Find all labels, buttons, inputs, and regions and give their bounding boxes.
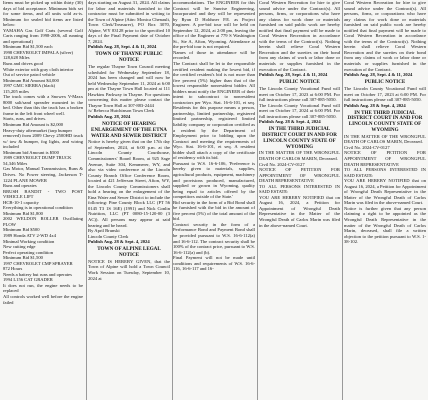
- notice-paragraph: 1989 Honda ATV 2-WD 4x4: [3, 232, 56, 238]
- notice-paragraph: NOTICE OF PETITION FOR APPOINTMENT OF WRONGFUL DEATH REPRESENTATIVE: [344, 150, 426, 167]
- notice-paragraph: It does not run, the engine needs to be replaced: [3, 282, 83, 294]
- notice-paragraph: IN THE MATTER OF THE WRONGFUL DEATH OF CARLOS MARIN, Deceased.: [259, 150, 340, 162]
- notice-paragraph: Contract security in the form of a Performance Bond and Payment Bond shall be provided pursuant to W.S. 16-6-112(a) and 16-6-112. The contract security shall be 100% of the contract price, pursuant to W.S. 16-6-112(a) and (b).: [173, 221, 255, 255]
- notice-paragraph: Runs and drives good: [3, 61, 43, 67]
- notice-paragraph: New cutting edge: [3, 244, 36, 250]
- notice-paragraph: By April Brunski: [88, 228, 120, 234]
- notice-heading: IN THE THIRD JUDICIAL DISTRICT COURT IN AND FOR LINCOLN COUNTY STATE OF WYOMING: [262, 126, 337, 150]
- notice-paragraph: removed) from 2009 Chevy 2500HD truck w/ tow & bumper, fog lights, and wiring included: [3, 133, 83, 150]
- notice-heading: IN THE THIRD JUDICIAL DISTRICT COURT IN AND FOR LINCOLN COUNTY STATE OF WYOMING: [347, 109, 423, 134]
- column-divider: [86, 0, 87, 400]
- column-1: [3, 0, 83, 400]
- notice-paragraph: Minimum Bid $1,800: [3, 210, 43, 216]
- notice-paragraph: White exterior with gray cloth interior: [3, 66, 74, 72]
- notice-paragraph: 128,628 Miles: [3, 55, 30, 61]
- notice-paragraph: 1994 L156 CAT GRADER: [3, 277, 53, 283]
- notice-heading: NOTICE OF HEARING ENLARGEMENT OF THE ETNA WATER AND SEWER DISTRICT: [91, 120, 167, 139]
- notice-paragraph: TO ALL PERSONS INTERESTED IN SAID ESTATE:: [344, 167, 426, 178]
- notice-paragraph: Items must be picked up within thirty (30) days of bid acceptance. Minimum bids set for some items, and all units sold as-is. Minimum for sealed bid items are listed below:: [3, 0, 83, 28]
- notice-heading: TOWN OF ALPINE LEGAL NOTICE: [97, 246, 161, 259]
- column-5: [344, 0, 426, 400]
- publish-dates: Publish Aug. 28, Sept. 4 & 11, 2024: [88, 44, 157, 50]
- column-2: [88, 0, 170, 400]
- notice-paragraph: Runs and operates: [3, 183, 37, 189]
- notice-paragraph: Coral Western Recreation for hire to give sound advice under the Contract(s). All persons, firms, or corporations who have any claims for work done or materials furnished on said public work are hereby notified that final payment will be made to Coral Western Recreation in accordance with the terms of the Contract(s). Nothing herein shall relieve Coral Western Recreation and the sureties on their bond from any claims of work or labor done or materials or supplies furnished in the execution of the Contract.: [344, 0, 426, 72]
- publish-dates: Publish Aug. 28, Sept. 4 & 11, 2024: [344, 72, 413, 78]
- column-divider: [342, 0, 343, 400]
- notice-paragraph: Everything is in operational condition: [3, 205, 73, 211]
- notice-paragraph: Minimal Working condition: [3, 238, 55, 244]
- notice-paragraph: Minimum Bid Amount is $2,000: [3, 122, 64, 128]
- notice-paragraph: The Lincoln County Vocational Fund will meet on October 17, 2023 at 6:00 PM. For full instructions please call 307-885-5050.: [259, 85, 340, 103]
- publish-dates: Publish Aug. 28, Sept. 4 & 11, 2024: [259, 72, 328, 78]
- notice-heading: PUBLIC NOTICE: [364, 79, 406, 86]
- notice-paragraph: TO ALL PERSONS INTERESTED IN SAID ESTATE:: [259, 183, 340, 195]
- notice-paragraph: Out of service patrol vehicle: [3, 72, 56, 78]
- publish-dates: Publish Aug. 28, 2024: [88, 113, 131, 119]
- notice-paragraph: The Lincoln County Vocational Fund will meet on October 17, 2023 at 6:00 PM. For full instructions please call 307-885-5050.: [344, 85, 426, 103]
- notice-paragraph: Bid security in the form of a Bid Bond shall be furnished with the bid in the amount of five percent (5%) of the total amount of the bid.: [173, 199, 255, 222]
- notice-paragraph: Needs a battery but runs and operates: [3, 271, 72, 277]
- notice-paragraph: Minimum Bid Amount $4,000: [3, 77, 59, 83]
- notice-paragraph: The Lincoln County Vocational Fund will meet on October 17, 2024 at 6:00 PM. For full instructions please call 307-885-5050.: [259, 102, 340, 119]
- notice-paragraph: NOTICE IS HEREBY GIVEN, that the Town of Alpine will hold a Town Council Work Session on Tuesday, September 10, 2024 at: [88, 258, 170, 281]
- notice-paragraph: Names of those in attendance will be recorded.: [173, 49, 255, 61]
- publish-dates: Publish Aug. 28 & Sept. 4, 2024: [259, 119, 321, 125]
- notice-paragraph: YAMAHA Gas Golf Carts (several Golf Carts ranging from 1998-2006, all running and operational): [3, 27, 83, 44]
- notice-paragraph: 2002 WELDON ROLLER Oscillating PLOW: [3, 216, 83, 227]
- notice-paragraph: Civil No. 2024-CV-0127: [344, 144, 390, 150]
- notice-paragraph: The Contract shall be let to the responsible certified resident making the lowest bid, if the certified resident's bid is not more than five percent (5%) higher than that of the lowest responsible nonresident bidder. All bidders must notify the ENGINEER of their intent to subcontract to nonresident contractors per Wyo. Stat. 16-6-101, et seq. Residents for this purpose means a person, partnership, limited partnership, registered limited partnership, registered limited liability company or corporation certified as a resident by the Department of Employment prior to bidding upon the Contract and meeting the requirements of Wyo. Stat. 16-6-101, et seq. A resident bidder shall attach a copy of the certificate of residency with its bid.: [173, 61, 255, 161]
- notice-paragraph: Lincoln County Clerk: [88, 233, 129, 239]
- notice-paragraph: Starts, runs, and drives.: [3, 116, 47, 122]
- notice-paragraph: Heavy-duty aftermarket (tarp bumper: [3, 127, 73, 133]
- notice-paragraph: All controls worked well before the engine failed: [3, 293, 83, 305]
- notice-paragraph: NOTICE OF PETITION FOR APPOINTMENT OF WRONGFUL DEATH REPRESENTATIVE: [259, 167, 340, 184]
- notice-heading: TOWN OF THAYNE PUBLIC NOTICE: [95, 51, 163, 64]
- notice-paragraph: 1997 GMC SIERRA (black): [3, 83, 56, 89]
- column-3: [173, 0, 255, 400]
- notice-paragraph: YOU ARE HEREBY NOTIFIED that on August 16, 2024, a Petition for Appointment of Wrongful Death Representative in the Matter of the Wrongful Death of Carlos Marin was filed in the above-named Court.: [259, 194, 340, 228]
- notice-paragraph: 115,205 miles: [3, 88, 29, 94]
- notice-paragraph: BRUSH BANDIT - TWO POST VEHICLE LIFT: [3, 188, 83, 200]
- notice-paragraph: 872 Hours: [3, 266, 23, 272]
- notice-paragraph: 1989 CHEVROLET DUMP TRUCK: [3, 155, 72, 161]
- notice-paragraph: accommodations. The ENGINEER for this Contract will be Sunrise Engineering, Incorporated and they will be represented by Ryan D Holdsner P.E. as Project Engineer. A pre-bid tour will be held on September 12, 2024, at 2:00 pm, leaving the office of the Engineer at 779 S Washington St., Ste A, Afton, Wyoming. Attendance at the pre-bid tour is not required.: [173, 0, 255, 50]
- notice-paragraph: days starting on August 31, 2024. All claims for labor and materials furnished to the contractor must be submitted in writing to the Town of Alpine (Attn: Monica Chenault, Town Clerk/Treasurer), PO Box 3070, Alpine, WY 83128 prior to the specified 10 days of the Final Payment date of October 7, 2024.: [88, 0, 170, 44]
- notice-paragraph: HCB-10-1 capacity: [3, 199, 39, 205]
- notice-paragraph: Gas Motor, Manual Transmission, Runs & Drives. No Power steering, Jackerson T-1224 PLANE MOWER: [3, 166, 83, 183]
- notice-paragraph: 1998 CHEVROLET IMPALA (silver): [3, 49, 74, 55]
- notice-paragraph: YOU ARE HEREBY NOTIFIED that on August 16, 2024, a Petition for Appointment of Wrongful Death Representative in the Matter of the Wrongful Death of Carlos Marin was filed in the above-named Court.: [344, 178, 426, 206]
- notice-paragraph: Coral Western Recreation for hire to give sound advice under the Contract(s). All persons, firms, or corporations who have any claims for work done or materials furnished on said public work are hereby notified that final payment will be made to Coral Western Recreation in accordance with the terms of the Contract(s). Nothing herein shall relieve Coral Western Recreation and the sureties on their bond from any claims of work or labor done or materials or supplies furnished in the execution of the Contract.: [259, 0, 340, 72]
- notice-paragraph: /s/ Rebecca Hutchinson Town Clerk: [88, 108, 155, 114]
- notice-paragraph: The regular Thayne Town Council meeting scheduled for Wednesday September 18, 2024 has been changed and will now be held Wednesday September 11, 2024 at 6:00 pm at the Thayne Town Hall located at 111 Hawkins Parkway in Thayne. For questions concerning this matter please contact the Thayne Town Hall at 307-883-2444: [88, 64, 170, 108]
- notice-paragraph: Pursuant to W.S. 16-6-106, 'Preference is hereby given to materials, supplies, agricultural products, equipment, machinery and provisions produced, manufactured, supplied or grown in Wyoming, quality being equal to articles offered by the competitors outside of the State.': [173, 160, 255, 200]
- notice-paragraph: Civil No. 2024-CV-0127: [259, 161, 305, 167]
- notice-paragraph: 54,346 Miles: [3, 160, 28, 166]
- publish-dates: Publish Aug. 28 & Sept. 4, 2024: [344, 102, 406, 108]
- notice-paragraph: Minimum Bid $500: [3, 227, 40, 233]
- notice-paragraph: Notice is hereby given that on the 17th day of September, 2024, at 6:00 p.m. at the Lincoln County Courthouse, Commissioners' Board Room, at 925 Sage Avenue, Suite 304, Kemmerer, WY, and also via video conference at the Lincoln County Branch Office Conference Room, located at 421 Jefferson Street, Afton, WY, the Lincoln County Commissioners shall hold a hearing on the enlargement of the Etna Water and Sewer District to include the following: Pine County Block LLC (PT 56 0145 T3 1S 16E) (1991) and Nick Conlin Nutrition, LLC (PT 0080-15-120-00 (3 AC)). All persons may appear at said hearing and be heard.: [88, 139, 170, 228]
- notice-heading: PUBLIC NOTICE: [279, 79, 320, 86]
- notice-paragraph: Minimum bid Amount is $500: [3, 149, 59, 155]
- notice-paragraph: Final Payment will not be made until conditions and requirements of W.S. 16-6-116, 16-6-117 and 16-: [173, 255, 255, 272]
- notice-paragraph: Minimum Bid $1,500 each: [3, 44, 53, 50]
- notice-paragraph: Notice is further given that any person claiming a right to be appointed as the Wrongful Death Representative in the matter of the Wrongful Death of Carlos Marin, deceased, shall file a written objection to the petition pursuant to W.S. 1-38-102.: [344, 205, 426, 245]
- column-4: [259, 0, 340, 400]
- notice-paragraph: 1997 CHEVROLET CMP SPRAYER: [3, 260, 73, 266]
- notice-paragraph: IN THE MATTER OF THE WRONGFUL DEATH OF CARLOS MARIN, Deceased.: [344, 133, 426, 145]
- notice-paragraph: Minimum Bid $1,500: [3, 255, 43, 261]
- notice-paragraph: The truck comes with a Snowex V-Maxx 8000 salt/sand spreader mounted in the bed. Other than this the truck has a broken frame in the left front wheel well.: [3, 94, 83, 116]
- column-divider: [257, 0, 258, 400]
- publish-dates: Publish Aug. 28 & Sept. 4, 2024: [88, 239, 150, 245]
- notice-paragraph: Perfect operating condition: [3, 249, 54, 255]
